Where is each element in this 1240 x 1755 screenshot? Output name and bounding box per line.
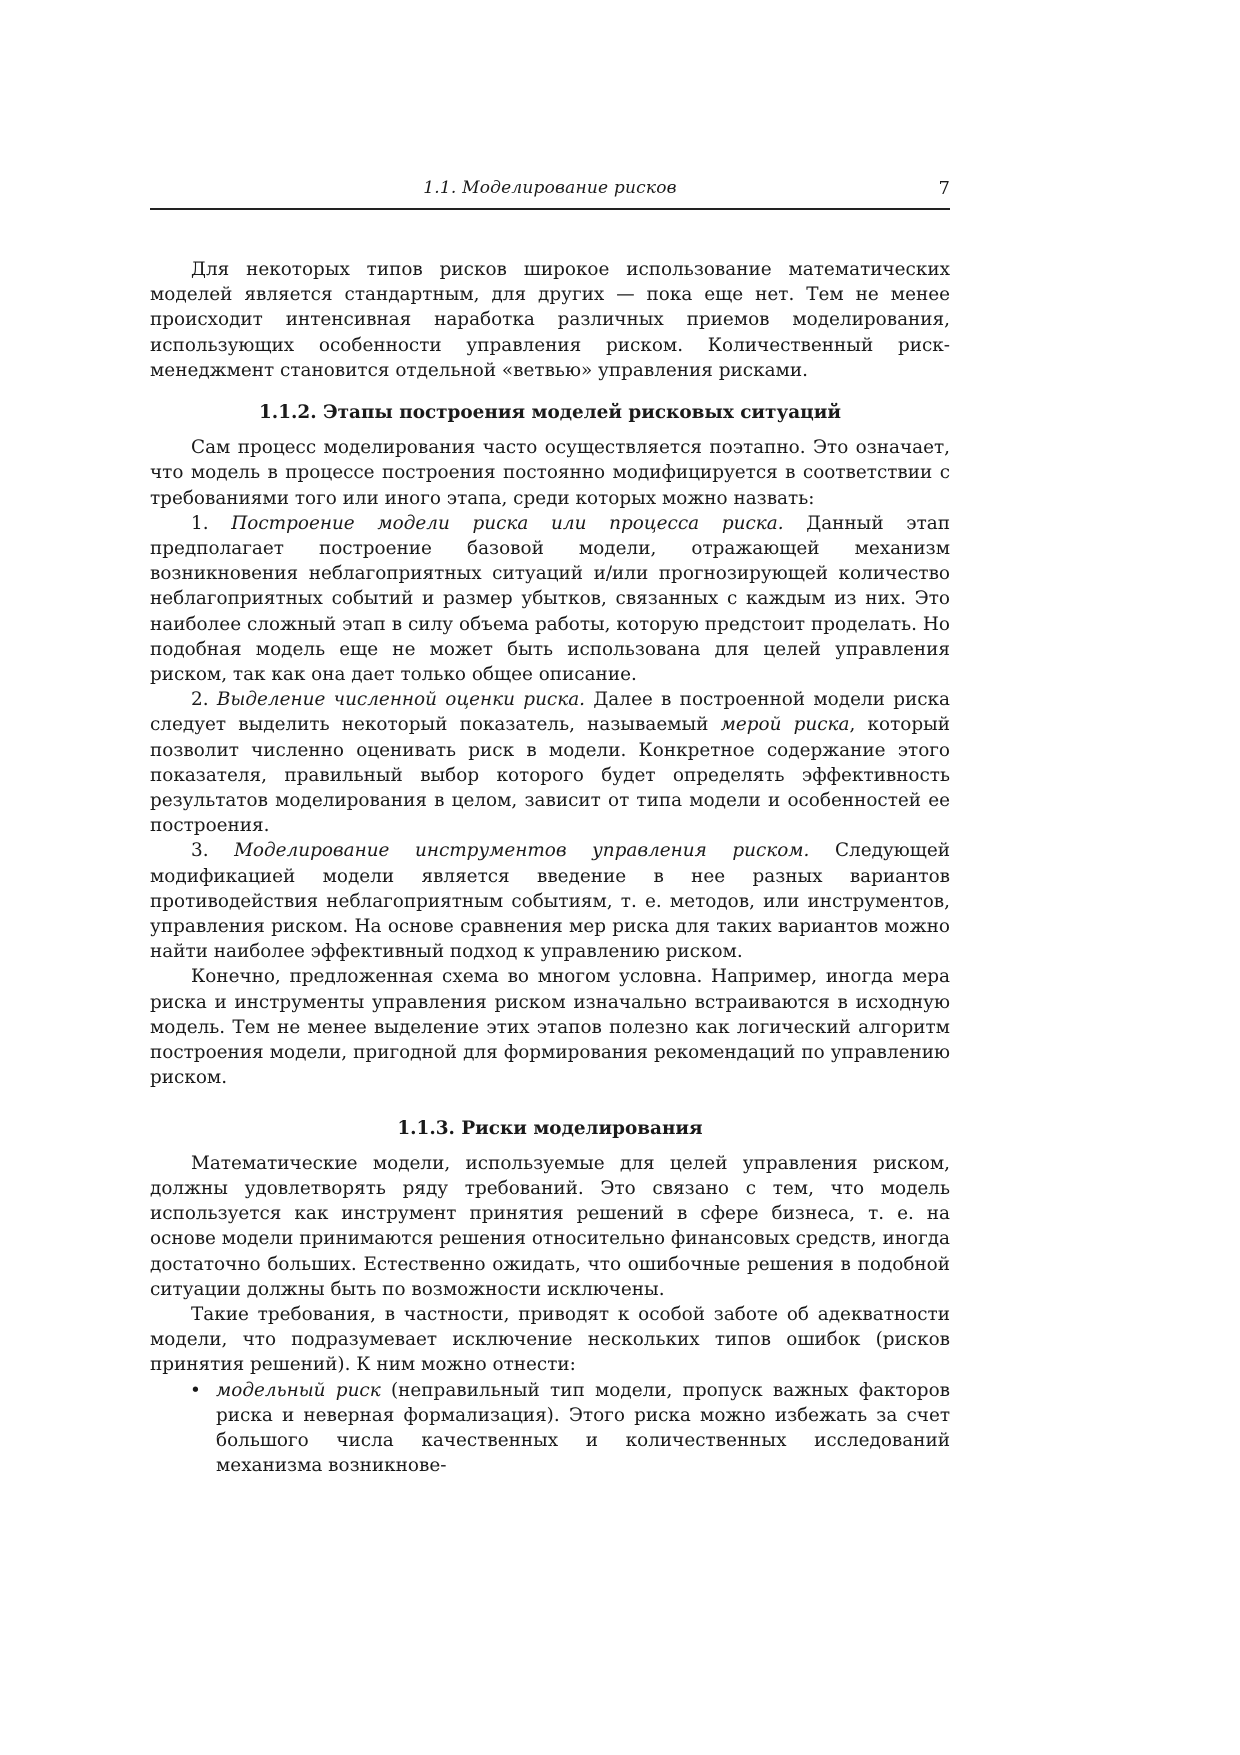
step-2-text-b: , который позволит численно оценивать риск в модели. Конкретное содержание этого показателя, правильный выбор которого будет определять эффективность результатов моделирования в целом, зависит от типа модели и особенностей ее построения. <box>150 714 951 837</box>
step-2-term: мерой риска <box>720 714 850 736</box>
page-number: 7 <box>938 178 950 199</box>
risk-types-list <box>150 1378 950 1479</box>
body-text <box>150 257 950 1478</box>
bullet-icon: • <box>190 1379 201 1401</box>
section-heading-1-1-2: 1.1.2. Этапы построения моделей рисковых ситуаций <box>259 402 841 424</box>
step-1-paragraph <box>150 511 950 687</box>
intro-paragraph: Для некоторых типов рисков широкое использование математических моделей является стандартным, для других — пока еще нет. Тем не менее происходит интенсивная наработка различных приемов моделирования, использующих особенности управления риском. Количественный риск-менеджмент становится отдельной «ветвью» управления рисками. <box>150 259 950 381</box>
running-header <box>150 178 950 210</box>
bullet-term: модельный риск <box>216 1379 381 1401</box>
list-item <box>190 1378 950 1479</box>
running-title: 1.1. Моделирование рисков <box>423 178 677 198</box>
step-1-text: Данный этап предполагает построение базовой модели, отражающей механизм возникновения неблагоприятных ситуаций и/или прогнозирующей количество неблагоприятных событий и размер убытков, связанных с каждым из них. Это наиболее сложный этап в силу объема работы, которую предстоит проделать. Но подобная модель еще не может быть использована для целей управления риском, так как она дает только общее описание. <box>150 512 950 686</box>
step-3-number: 3. <box>191 840 235 862</box>
step-1-number: 1. <box>191 512 232 534</box>
section-intro-paragraph: Сам процесс моделирования часто осуществляется поэтапно. Это означает, что модель в процессе построения постоянно модифицируется в соответствии с требованиями того или иного этапа, среди которых можно назвать: <box>150 437 950 509</box>
adequacy-paragraph: Такие требования, в частности, приводят к особой заботе об адекватности модели, что подразумевает исключение нескольких типов ошибок (рисков принятия решений). К ним можно отнести: <box>150 1303 950 1376</box>
step-3-text: Следующей модификацией модели является введение в нее разных вариантов противодействия неблагоприятным событиям, т. е. методов, или инструментов, управления риском. На основе сравнения мер риска для таких вариантов можно найти наиболее эффективный подход к управлению риском. <box>150 840 950 963</box>
step-1-title: Построение модели риска или процесса риска. <box>231 512 784 534</box>
step-2-title: Выделение численной оценки риска. <box>216 689 586 711</box>
step-3-paragraph <box>150 838 950 964</box>
step-2-number: 2. <box>191 689 217 711</box>
bullet-text: (неправильный тип модели, пропуск важных факторов риска и неверная формализация). Этого риска можно избежать за счет большого числа качественных и количественных исследований механизма возникнове- <box>216 1379 950 1477</box>
conclusion-paragraph: Конечно, предложенная схема во многом условна. Например, иногда мера риска и инструменты управления риском изначально встраиваются в исходную модель. Тем не менее выделение этих этапов полезно как логический алгоритм построения модели, пригодной для формирования рекомендаций по управлению риском. <box>150 966 950 1089</box>
section-heading-1-1-3: 1.1.3. Риски моделирования <box>397 1117 703 1139</box>
step-2-paragraph <box>150 687 950 838</box>
step-2-text-a: Далее в построенной модели риска следует выделить некоторый показатель, называемый <box>150 689 950 736</box>
requirements-paragraph: Математические модели, используемые для целей управления риском, должны удовлетворять ряду требований. Это связано с тем, что модель используется как инструмент принятия решений в сфере бизнеса, т. е. на основе модели принимаются решения относительно финансовых средств, иногда достаточно больших. Естественно ожидать, что ошибочные решения в подобной ситуации должны быть по возможности исключены. <box>150 1152 950 1300</box>
step-3-title: Моделирование инструментов управления риском. <box>234 840 810 862</box>
